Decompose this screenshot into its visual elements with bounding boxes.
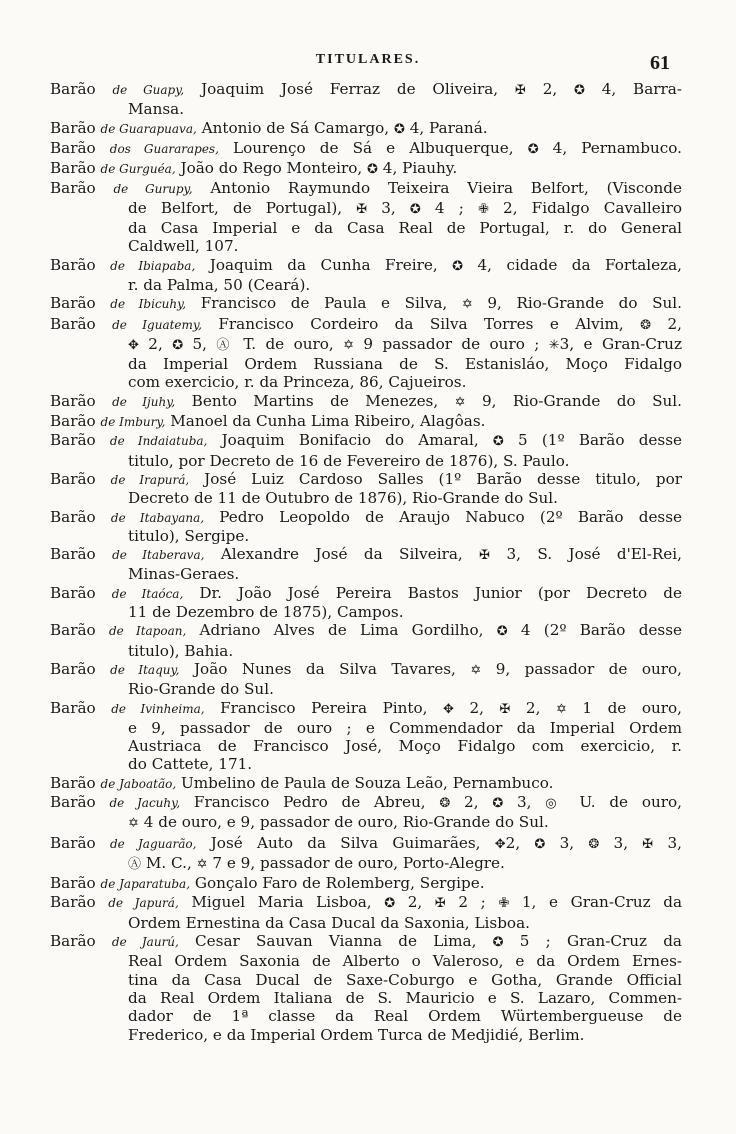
order-insignia-icon: ✪ xyxy=(492,935,504,951)
baron-title: de Itaóca, xyxy=(111,586,184,601)
entry-text: de Belfort, de Portugal), xyxy=(128,198,357,217)
entry-text: Barão xyxy=(50,138,110,157)
entry-text: 4, Paraná. xyxy=(404,118,488,137)
entry-line xyxy=(50,119,682,139)
entry-line xyxy=(50,373,682,391)
entry-text: Decreto de 11 de Outubro de 1876), Rio-Grande do Sul. xyxy=(128,489,558,508)
order-insignia-icon: ✠ xyxy=(642,836,654,852)
entry-line xyxy=(50,527,682,545)
order-insignia-icon: ◎ xyxy=(545,795,566,811)
entry-text: 4, Piauhy. xyxy=(377,159,458,178)
order-insignia-icon: ✪ xyxy=(574,83,585,98)
entry-text: 11 de Dezembro de 1875), Campos. xyxy=(128,603,404,622)
entry-text: da Real Ordem Italiana de S. Mauricio e S. Lazaro, Commen- xyxy=(128,988,682,1007)
entry-line xyxy=(50,584,682,603)
entry-text: Barão xyxy=(50,792,110,811)
entry xyxy=(50,470,682,508)
entry-text: 3, xyxy=(545,833,589,852)
entry-line xyxy=(50,719,682,737)
entry-line xyxy=(50,452,682,470)
entry-text: U. de ouro, xyxy=(565,792,682,811)
entry-text: 9, Rio-Grande do Sul. xyxy=(472,294,682,313)
order-insignia-icon: ✥ xyxy=(128,337,139,353)
baron-title: de Ivinheima, xyxy=(111,701,205,716)
entry xyxy=(50,139,682,159)
entry-text: Barão xyxy=(50,545,113,564)
order-insignia-icon: ✪ xyxy=(384,896,396,912)
order-insignia-icon: ❂ xyxy=(588,836,600,852)
baron-title: de Guarapuava, xyxy=(100,121,197,136)
entry-text: 3, S. José d'El-Rei, xyxy=(490,545,682,564)
entry-text: titulo), Sergipe. xyxy=(128,526,250,545)
entry-text: Barão xyxy=(50,159,101,178)
entry xyxy=(50,80,682,119)
baron-title: de Iguatemy, xyxy=(112,317,202,332)
entry-line xyxy=(50,179,682,198)
entry xyxy=(50,893,682,932)
entry-line xyxy=(50,139,682,159)
entry-text: José Luiz Cardoso Salles (1º Barão desse titulo, por xyxy=(189,469,683,488)
order-insignia-icon: ✙ xyxy=(498,896,510,912)
order-insignia-icon: ✥ xyxy=(443,701,454,717)
entry-line xyxy=(50,199,682,219)
entry xyxy=(50,834,682,875)
entry-line xyxy=(50,276,682,294)
entry-text: Barão xyxy=(50,698,112,717)
entry xyxy=(50,621,682,660)
baron-title: de Gurguéa, xyxy=(100,162,176,177)
order-insignia-icon: ✡ xyxy=(343,337,355,353)
entry-line xyxy=(50,431,682,451)
order-insignia-icon: ❂ xyxy=(439,795,451,811)
entry-text: Ordem Ernestina da Casa Ducal da Saxonia, Lisboa. xyxy=(128,913,530,932)
entry-text: 4 ; xyxy=(420,198,478,217)
entry-text: T. de ouro, xyxy=(233,334,344,353)
entry-text: titulo, por Decreto de 16 de Fevereiro de 1876), S. Paulo. xyxy=(128,451,570,470)
entry-text: Bento Martins de Menezes, xyxy=(175,391,455,410)
entry-line xyxy=(50,256,682,276)
entry-text: Barão xyxy=(50,118,101,137)
entry-line xyxy=(50,412,682,431)
entry-text: M. C., xyxy=(141,853,197,872)
entry-text: Barão xyxy=(50,255,111,274)
entry-line xyxy=(50,774,682,793)
baron-title: de Itabayana, xyxy=(110,510,205,525)
order-insignia-icon: ✡ xyxy=(470,662,482,678)
baron-title: de Gurupy, xyxy=(113,182,193,197)
entry-text: 4, Barra- xyxy=(584,80,682,98)
entry-text: 9, Rio-Grande do Sul. xyxy=(465,391,682,410)
entry-text: dador de 1ª classe da Real Ordem Würtembergueuse de xyxy=(128,1007,682,1026)
entry-text: 4 de ouro, e 9, passador de ouro, Rio-Grande do Sul. xyxy=(138,813,549,832)
entry xyxy=(50,699,682,774)
entry-text: Frederico, e da Imperial Ordem Turca de Medjidié, Berlim. xyxy=(128,1025,585,1044)
entry-line xyxy=(50,680,682,698)
entry-text: 1 de ouro, xyxy=(566,698,682,717)
entry-text: Francisco de Paula e Silva, xyxy=(186,294,462,313)
entry-text: Joaquim Bonifacio do Amaral, xyxy=(207,431,493,450)
baron-title: de Indaiatuba, xyxy=(109,434,208,449)
entry-text: Minas-Geraes. xyxy=(128,565,240,584)
baron-title: de Jaboatão, xyxy=(100,776,177,791)
entry-text: Barão xyxy=(50,583,112,602)
entry-line xyxy=(50,660,682,680)
entry-text: 2, xyxy=(510,698,556,717)
entry-line xyxy=(50,603,682,621)
entry-text: 3, e Gran-Cruz xyxy=(559,334,682,353)
order-insignia-icon: ✪ xyxy=(492,434,504,450)
entry-text: 5 ; Gran-Cruz da xyxy=(503,932,682,951)
entry-text: Barão xyxy=(50,80,113,98)
entry-text: Barão xyxy=(50,659,111,678)
entry-line xyxy=(50,1007,682,1025)
order-insignia-icon: ✠ xyxy=(356,201,368,217)
entry xyxy=(50,392,682,412)
order-insignia-icon: ✠ xyxy=(479,548,491,564)
baron-title: de Japaratuba, xyxy=(100,877,191,892)
entry-text: 2, xyxy=(450,792,493,811)
entry xyxy=(50,294,682,314)
order-insignia-icon: ✪ xyxy=(534,836,546,852)
entry-line xyxy=(50,932,682,952)
entry-line xyxy=(50,989,682,1007)
entry-text: Francisco Pereira Pinto, xyxy=(204,698,444,717)
order-insignia-icon: ✡ xyxy=(128,816,139,832)
order-insignia-icon: Ⓐ xyxy=(128,856,142,872)
entry-text: 1, e Gran-Cruz da xyxy=(509,893,682,912)
baron-title: de Itaberava, xyxy=(112,548,205,563)
order-insignia-icon: ✪ xyxy=(527,141,539,157)
entry-text: 3, xyxy=(599,833,643,852)
entry xyxy=(50,774,682,793)
entry-text: Manoel da Cunha Lima Ribeiro, Alagôas. xyxy=(165,412,486,431)
entry xyxy=(50,431,682,470)
entry xyxy=(50,545,682,584)
order-insignia-icon: ✳ xyxy=(548,337,560,353)
entry-line xyxy=(50,508,682,527)
entry-text: Barão xyxy=(50,412,101,431)
entry xyxy=(50,179,682,255)
entry-text: 3, xyxy=(503,792,546,811)
entry-text: Rio-Grande do Sul. xyxy=(128,680,274,699)
entry-text: Lourenço de Sá e Albuquerque, xyxy=(218,138,528,157)
entry-text: Real Ordem Saxonia de Alberto o Valeroso, e da Ordem Ernes- xyxy=(128,952,682,971)
running-title: TITULARES. xyxy=(315,52,421,67)
entry xyxy=(50,412,682,431)
order-insignia-icon: ✠ xyxy=(434,896,446,912)
entry-text: Joaquim José Ferraz de Oliveira, xyxy=(184,80,515,98)
entry-line xyxy=(50,237,682,255)
entry-text: 2, xyxy=(525,80,575,98)
entry xyxy=(50,159,682,179)
entry-text: Dr. João José Pereira Bastos Junior (por Decreto de xyxy=(183,583,682,602)
baron-title: dos Guararapes, xyxy=(109,141,219,156)
entry-line xyxy=(50,294,682,314)
entry-text: 3, xyxy=(653,833,682,852)
order-insignia-icon: ✪ xyxy=(452,258,464,274)
entry-text: 2 ; xyxy=(445,893,499,912)
entry-text: Barão xyxy=(50,431,110,450)
entry-text: Barão xyxy=(50,179,114,198)
order-insignia-icon: ✙ xyxy=(478,201,489,217)
entry-text: do Cattete, 171. xyxy=(128,755,253,774)
entry-text: Barão xyxy=(50,469,111,488)
entry-text: com exercicio, r. da Princeza, 86, Cajueiros. xyxy=(128,373,467,392)
entry-line xyxy=(50,545,682,565)
entry-line xyxy=(50,971,682,989)
order-insignia-icon: ✡ xyxy=(555,701,567,717)
entry xyxy=(50,256,682,295)
entry-text: Pedro Leopoldo de Araujo Nabuco (2º Barão desse xyxy=(204,507,683,526)
entry-text: José Auto da Silva Guimarães, xyxy=(196,833,495,852)
baron-title: de Itaquy, xyxy=(110,662,180,677)
entry-text: Mansa. xyxy=(128,100,185,119)
order-insignia-icon: ✠ xyxy=(499,701,511,717)
entry-text: 7 e 9, passador de ouro, Porto-Alegre. xyxy=(207,853,505,872)
entry-line xyxy=(50,335,682,355)
entry-text: 2, xyxy=(395,893,435,912)
entry-text: Barão xyxy=(50,932,112,951)
order-insignia-icon: ✥ xyxy=(494,836,506,852)
entry-text: e 9, passador de ouro ; e Commendador da Imperial Ordem xyxy=(128,718,682,737)
order-insignia-icon: ✪ xyxy=(409,201,421,217)
baron-title: de Japurá, xyxy=(108,896,179,911)
order-insignia-icon: ✪ xyxy=(492,795,504,811)
entry-list xyxy=(50,80,682,1044)
baron-title: de Ijuhy, xyxy=(112,394,176,409)
entry xyxy=(50,119,682,139)
entry-text: Barão xyxy=(50,874,101,893)
order-insignia-icon: ✡ xyxy=(461,297,473,313)
baron-title: de Imbury, xyxy=(100,415,166,430)
entry-text: 2, Fidalgo Cavalleiro xyxy=(488,198,682,217)
entry-line xyxy=(50,642,682,660)
entry-line xyxy=(50,1026,682,1044)
entry xyxy=(50,660,682,699)
entry-line xyxy=(50,914,682,932)
entry xyxy=(50,793,682,834)
entry-text: Barão xyxy=(50,294,111,313)
entry-text: Gonçalo Faro de Rolemberg, Sergipe. xyxy=(190,874,485,893)
entry xyxy=(50,584,682,622)
entry-line xyxy=(50,834,682,854)
entry-text: 5, xyxy=(183,334,217,353)
baron-title: de Ibiapaba, xyxy=(110,258,196,273)
entry-text: Caldwell, 107. xyxy=(128,237,239,256)
entry-text: Joaquim da Cunha Freire, xyxy=(195,255,453,274)
entry-text: Umbelino de Paula de Souza Leão, Pernambuco. xyxy=(176,773,554,792)
order-insignia-icon: ❂ xyxy=(640,317,652,333)
entry-text: Cesar Sauvan Vianna de Lima, xyxy=(178,932,493,951)
entry-line xyxy=(50,100,682,118)
baron-title: de Irapurá, xyxy=(110,472,190,487)
entry-text: 2, xyxy=(453,698,500,717)
entry-line xyxy=(50,893,682,913)
entry-text: Barão xyxy=(50,507,111,526)
order-insignia-icon: ✪ xyxy=(367,162,378,178)
entry-line xyxy=(50,392,682,412)
entry-text: João Nunes da Silva Tavares, xyxy=(179,659,471,678)
entry-text: Barão xyxy=(50,773,101,792)
order-insignia-icon: ✪ xyxy=(496,624,508,640)
entry-line xyxy=(50,565,682,583)
entry-text: 4 (2º Barão desse xyxy=(507,621,682,640)
entry-line xyxy=(50,621,682,641)
entry-line xyxy=(50,159,682,179)
order-insignia-icon: ✪ xyxy=(172,337,184,353)
entry-text: 4, Pernambuco. xyxy=(538,138,682,157)
entry-line xyxy=(50,219,682,237)
order-insignia-icon: ✡ xyxy=(454,394,466,410)
entry-line xyxy=(50,470,682,489)
entry-text: tina da Casa Ducal de Saxe-Coburgo e Gotha, Grande Official xyxy=(128,970,682,989)
entry-line xyxy=(50,489,682,507)
entry-line xyxy=(50,737,682,755)
entry xyxy=(50,874,682,893)
order-insignia-icon: ✠ xyxy=(514,83,526,98)
entry-line xyxy=(50,874,682,893)
entry-text: Barão xyxy=(50,833,110,852)
baron-title: de Ibicuhy, xyxy=(110,297,187,312)
entry-text: 5 (1º Barão desse xyxy=(503,431,682,450)
entry-text: 2, xyxy=(505,833,535,852)
entry-text: 2, xyxy=(138,334,173,353)
entry-line xyxy=(50,952,682,970)
order-insignia-icon: ✡ xyxy=(196,856,208,872)
order-insignia-icon: Ⓐ xyxy=(216,337,234,353)
entry-text: da Casa Imperial e da Casa Real de Portugal, r. do General xyxy=(128,219,682,238)
entry xyxy=(50,315,682,392)
entry-text: r. da Palma, 50 (Ceará). xyxy=(128,275,311,294)
entry-line xyxy=(50,355,682,373)
baron-title: de Jaurú, xyxy=(111,935,179,950)
entry-text: Adriano Alves de Lima Gordilho, xyxy=(186,621,497,640)
entry-line xyxy=(50,755,682,773)
entry-text: 3, xyxy=(367,198,410,217)
entry xyxy=(50,932,682,1044)
entry-text: Barão xyxy=(50,621,109,640)
entry-text: Antonio de Sá Camargo, xyxy=(196,118,394,137)
entry-text: João do Rego Monteiro, xyxy=(175,159,368,178)
entry-line xyxy=(50,813,682,833)
entry-text: Miguel Maria Lisboa, xyxy=(178,893,385,912)
entry-text: 9, passador de ouro, xyxy=(481,659,682,678)
entry-text: Barão xyxy=(50,314,113,333)
entry-text: 2, xyxy=(651,314,682,333)
entry-line xyxy=(50,854,682,874)
entry-text: 9 passador de ouro ; xyxy=(354,334,549,353)
entry-line xyxy=(50,793,682,813)
entry-line xyxy=(50,315,682,335)
entry-text: Barão xyxy=(50,391,113,410)
entry-text: titulo), Bahia. xyxy=(128,641,234,660)
entry-text: 4, cidade da Fortaleza, xyxy=(463,255,682,274)
entry-line xyxy=(50,699,682,719)
order-insignia-icon: ✪ xyxy=(393,121,405,137)
entry-text: Alexandre José da Silveira, xyxy=(204,545,480,564)
baron-title: de Itapoan, xyxy=(108,624,187,639)
baron-title: de Guapy, xyxy=(112,83,185,97)
entry-text: Antonio Raymundo Teixeira Vieira Belfort, (Visconde xyxy=(192,179,682,198)
page-number: 61 xyxy=(650,52,670,74)
entry-text: Francisco Cordeiro da Silva Torres e Alvim, xyxy=(201,314,641,333)
entry-text: Austriaca de Francisco José, Moço Fidalgo com exercicio, r. xyxy=(128,737,682,756)
entry-text: Barão xyxy=(50,893,109,912)
baron-title: de Jacuhy, xyxy=(109,795,181,810)
entry-text: Francisco Pedro de Abreu, xyxy=(180,792,440,811)
baron-title: de Jaguarão, xyxy=(109,836,197,851)
entry-text: da Imperial Ordem Russiana de S. Estanisláo, Moço Fidalgo xyxy=(128,355,682,374)
entry xyxy=(50,508,682,546)
entry-line xyxy=(50,80,682,100)
